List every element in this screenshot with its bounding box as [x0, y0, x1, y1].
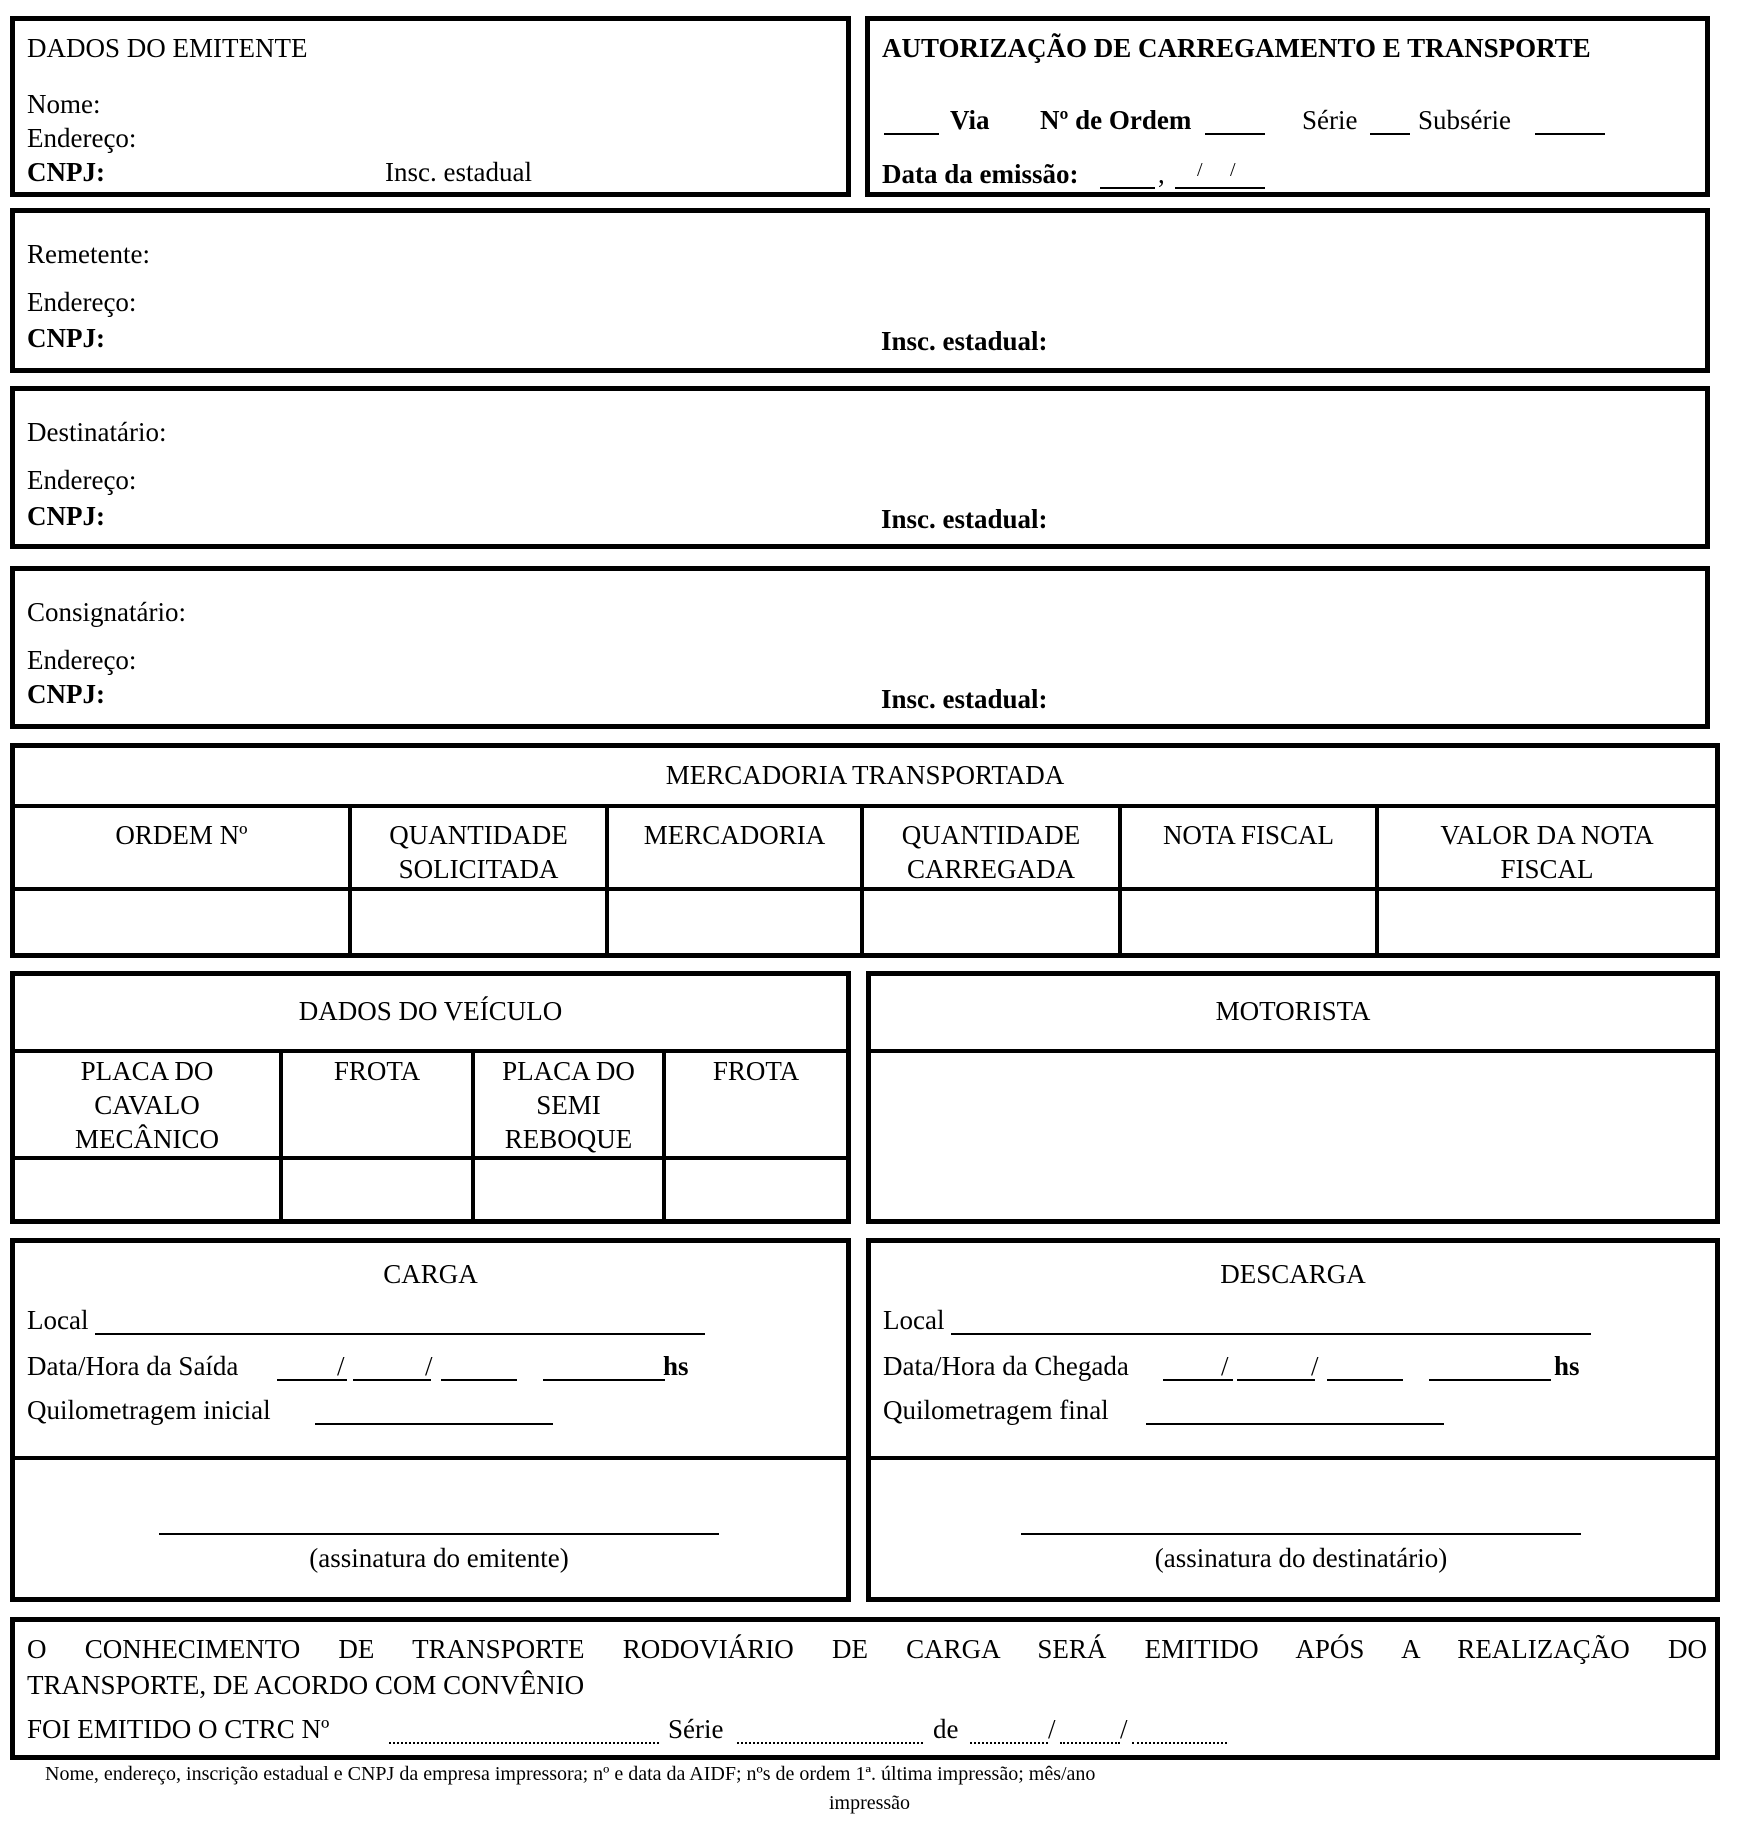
mercadoria-divider-1: [15, 804, 1715, 808]
veiculo-col-frota-2: FROTA: [712, 1056, 800, 1086]
emitente-section: [10, 16, 851, 197]
veiculo-col-placa-cavalo: PLACA DO CAVALO MECÂNICO: [74, 1056, 219, 1154]
serie-blank[interactable]: [1370, 133, 1410, 135]
consignatario-section: [10, 566, 1710, 729]
descarga-local-blank[interactable]: [951, 1333, 1591, 1335]
emitente-nome-label: Nome:: [27, 89, 101, 119]
carga-hora-blank[interactable]: [543, 1379, 665, 1381]
mercadoria-col-qtd-solicitada: QUANTIDADE SOLICITADA: [389, 820, 568, 884]
descarga-date-sep-1: /: [1221, 1351, 1229, 1381]
remetente-insc-label: Insc. estadual:: [881, 326, 1048, 356]
data-emissao-blank-4[interactable]: [1235, 187, 1265, 189]
mercadoria-col-valor-nota: VALOR DA NOTA FISCAL: [1440, 820, 1654, 884]
carga-assinatura-label: (assinatura do emitente): [309, 1543, 569, 1573]
carga-divider: [15, 1456, 846, 1460]
mercadoria-table: [10, 743, 1720, 958]
destinatario-insc-label: Insc. estadual:: [881, 504, 1048, 534]
footnote-line-2: impressão: [828, 1792, 911, 1814]
veiculo-divider-2: [15, 1156, 846, 1160]
motorista-divider: [871, 1049, 1715, 1053]
descarga-section: [866, 1238, 1720, 1602]
emitente-title: DADOS DO EMITENTE: [27, 33, 308, 63]
subserie-blank[interactable]: [1535, 133, 1605, 135]
ctrc-section: [10, 1617, 1720, 1760]
ordem-blank[interactable]: [1205, 133, 1265, 135]
subserie-label: Subsérie: [1418, 105, 1511, 135]
ctrc-de-label: de: [933, 1714, 959, 1744]
data-emissao-sep-3: /: [1230, 159, 1236, 181]
destinatario-section: [10, 386, 1710, 549]
descarga-ano-blank[interactable]: [1327, 1379, 1403, 1381]
consignatario-label: Consignatário:: [27, 597, 186, 627]
veiculo-divider-1: [15, 1049, 846, 1053]
data-emissao-blank-3[interactable]: [1210, 187, 1235, 189]
descarga-divider: [871, 1456, 1715, 1460]
carga-local-blank[interactable]: [95, 1333, 705, 1335]
carga-assinatura-line[interactable]: [159, 1533, 719, 1535]
ctrc-notice-line-2: TRANSPORTE, DE ACORDO COM CONVÊNIO: [27, 1670, 585, 1700]
autorizacao-title: AUTORIZAÇÃO DE CARREGAMENTO E TRANSPORTE: [882, 33, 1591, 63]
remetente-cnpj-label: CNPJ:: [27, 323, 105, 353]
descarga-hs-label: hs: [1554, 1351, 1580, 1381]
ctrc-numero-blank[interactable]: [389, 1742, 659, 1744]
carga-title: CARGA: [383, 1259, 478, 1289]
data-emissao-sep-1: ,: [1158, 159, 1165, 189]
via-blank[interactable]: [884, 133, 939, 135]
ctrc-serie-blank[interactable]: [737, 1742, 923, 1744]
data-emissao-label: Data da emissão:: [882, 159, 1079, 189]
descarga-title: DESCARGA: [1220, 1259, 1366, 1289]
descarga-date-sep-2: /: [1311, 1351, 1319, 1381]
veiculo-col-frota-1: FROTA: [333, 1056, 421, 1086]
mercadoria-divider-2: [15, 887, 1715, 891]
carga-date-sep-1: /: [337, 1351, 345, 1381]
ctrc-numero-label: FOI EMITIDO O CTRC Nº: [27, 1714, 330, 1744]
data-emissao-sep-2: /: [1197, 159, 1203, 181]
ctrc-ano-blank[interactable]: [1132, 1742, 1227, 1744]
descarga-data-hora-label: Data/Hora da Chegada: [883, 1351, 1129, 1381]
mercadoria-title: MERCADORIA TRANSPORTADA: [665, 760, 1065, 790]
remetente-endereco-label: Endereço:: [27, 287, 137, 317]
carga-ano-blank[interactable]: [441, 1379, 517, 1381]
via-label: Via: [950, 105, 990, 135]
destinatario-endereco-label: Endereço:: [27, 465, 137, 495]
remetente-label: Remetente:: [27, 239, 150, 269]
mercadoria-col-ordem: ORDEM Nº: [115, 820, 248, 850]
carga-date-sep-2: /: [425, 1351, 433, 1381]
ordem-label: Nº de Ordem: [1040, 105, 1192, 135]
data-emissao-blank-2[interactable]: [1175, 187, 1210, 189]
descarga-km-label: Quilometragem final: [883, 1395, 1109, 1425]
veiculo-table: [10, 971, 851, 1224]
consignatario-cnpj-label: CNPJ:: [27, 679, 105, 709]
carga-km-label: Quilometragem inicial: [27, 1395, 271, 1425]
carga-local-label: Local: [27, 1305, 89, 1335]
carga-mes-blank[interactable]: [353, 1379, 431, 1381]
consignatario-insc-label: Insc. estadual:: [881, 684, 1048, 714]
emitente-insc-label: Insc. estadual: [385, 157, 532, 187]
remetente-section: [10, 208, 1710, 373]
ctrc-date-sep-1: /: [1048, 1714, 1056, 1744]
destinatario-label: Destinatário:: [27, 417, 167, 447]
ctrc-notice-line-1: O CONHECIMENTO DE TRANSPORTE RODOVIÁRIO DE CARGA SERÁ EMITIDO APÓS A REALIZAÇÃO DO: [27, 1634, 1707, 1664]
autorizacao-section: [865, 16, 1710, 197]
descarga-hora-blank[interactable]: [1429, 1379, 1551, 1381]
motorista-title: MOTORISTA: [1215, 996, 1371, 1026]
carga-section: [10, 1238, 851, 1602]
descarga-km-blank[interactable]: [1146, 1423, 1444, 1425]
emitente-cnpj-label: CNPJ:: [27, 157, 105, 187]
serie-label: Série: [1302, 105, 1358, 135]
destinatario-cnpj-label: CNPJ:: [27, 501, 105, 531]
descarga-assinatura-line[interactable]: [1021, 1533, 1581, 1535]
descarga-local-label: Local: [883, 1305, 945, 1335]
mercadoria-col-qtd-carregada: QUANTIDADE CARREGADA: [901, 820, 1081, 884]
descarga-assinatura-label: (assinatura do destinatário): [1154, 1543, 1448, 1573]
ctrc-mes-blank[interactable]: [1060, 1742, 1120, 1744]
descarga-mes-blank[interactable]: [1237, 1379, 1315, 1381]
consignatario-endereco-label: Endereço:: [27, 645, 137, 675]
carga-data-hora-label: Data/Hora da Saída: [27, 1351, 239, 1381]
data-emissao-blank-1[interactable]: [1100, 187, 1155, 189]
motorista-section: [866, 971, 1720, 1224]
carga-hs-label: hs: [663, 1351, 689, 1381]
veiculo-title: DADOS DO VEÍCULO: [298, 996, 563, 1026]
carga-km-blank[interactable]: [315, 1423, 553, 1425]
veiculo-col-placa-semi: PLACA DO SEMI REBOQUE: [502, 1056, 635, 1154]
mercadoria-col-nota-fiscal: NOTA FISCAL: [1162, 820, 1335, 850]
mercadoria-col-mercadoria: MERCADORIA: [643, 820, 826, 850]
ctrc-serie-label: Série: [668, 1714, 724, 1744]
emitente-endereco-label: Endereço:: [27, 123, 137, 153]
ctrc-dia-blank[interactable]: [970, 1742, 1048, 1744]
ctrc-date-sep-2: /: [1120, 1714, 1128, 1744]
footnote-line-1: Nome, endereço, inscrição estadual e CNPJ da empresa impressora; nº e data da AIDF; nºs de ordem 1ª. última impressão; mês/ano: [45, 1763, 1096, 1785]
